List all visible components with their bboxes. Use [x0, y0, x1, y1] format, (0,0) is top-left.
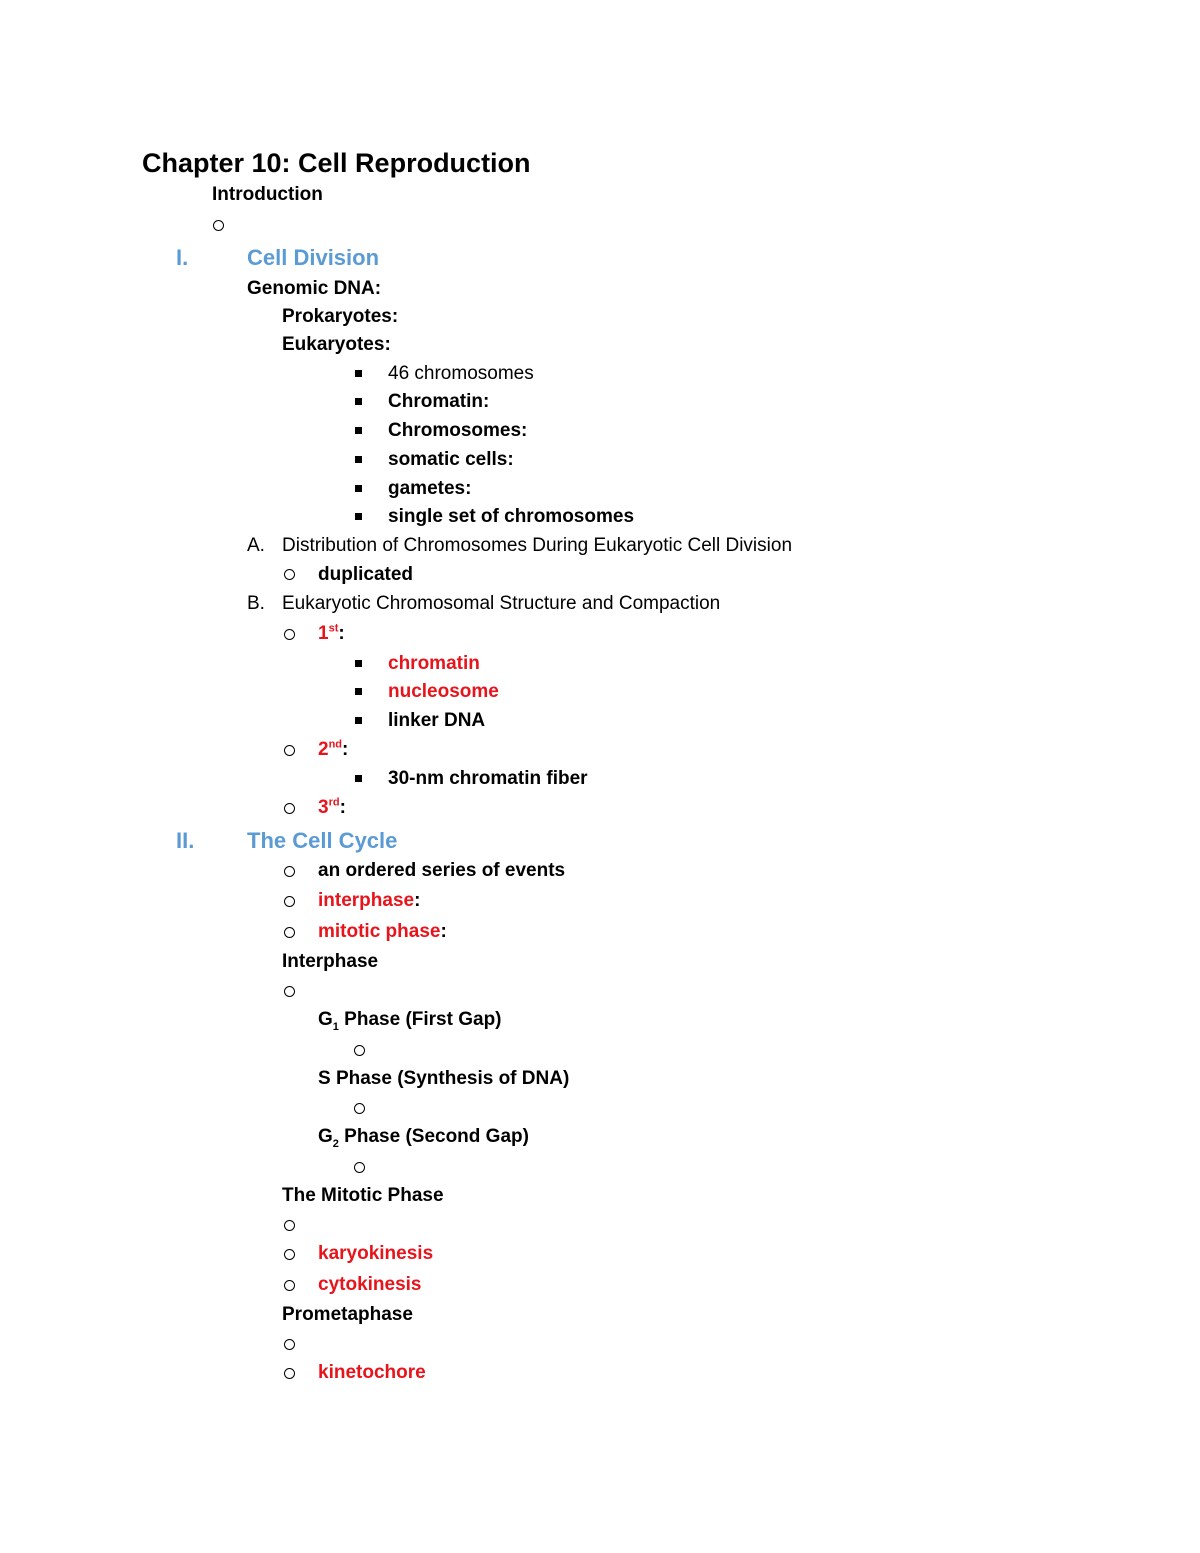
third-suffix: rd: [328, 796, 340, 809]
square-bullet-icon: [355, 717, 362, 724]
circle-bullet-icon: [354, 1162, 365, 1173]
third-colon: :: [339, 797, 346, 818]
page-title: Chapter 10: Cell Reproduction: [142, 148, 531, 178]
circle-bullet-icon: [284, 569, 295, 580]
g2-phase-heading: [318, 1125, 529, 1149]
square-bullet-icon: [355, 660, 362, 667]
subsection-a-letter: A.: [247, 535, 265, 556]
list-item: somatic cells:: [388, 449, 514, 470]
circle-bullet-icon: [284, 745, 295, 756]
circle-bullet-icon: [284, 629, 295, 640]
second-number: 2: [318, 739, 329, 760]
circle-bullet-icon: [284, 1368, 295, 1379]
mitotic-phase-term: mitotic phase: [318, 921, 441, 942]
circle-bullet-icon: [354, 1103, 365, 1114]
square-bullet-icon: [355, 370, 362, 377]
list-item: chromatin: [388, 653, 480, 674]
list-item: gametes:: [388, 478, 472, 499]
circle-bullet-icon: [284, 866, 295, 877]
circle-bullet-icon: [284, 986, 295, 997]
interphase-colon: :: [414, 890, 421, 911]
first-colon: :: [338, 623, 345, 644]
g2-rest: Phase (Second Gap): [338, 1126, 529, 1147]
circle-bullet-icon: [213, 220, 224, 231]
circle-bullet-icon: [284, 927, 295, 938]
interphase-item: [318, 889, 420, 913]
g1-phase-heading: [318, 1008, 502, 1032]
subsection-b-letter: B.: [247, 593, 265, 614]
section-1-numeral: I.: [176, 245, 189, 270]
second-colon: :: [342, 739, 349, 760]
g1-subscript: 1: [332, 1020, 339, 1033]
first-number: 1: [318, 623, 329, 644]
list-item: 46 chromosomes: [388, 363, 534, 384]
mitotic-colon: :: [440, 921, 447, 942]
mitotic-phase-heading: The Mitotic Phase: [282, 1185, 444, 1206]
square-bullet-icon: [355, 456, 362, 463]
circle-bullet-icon: [354, 1045, 365, 1056]
list-item: 30-nm chromatin fiber: [388, 768, 588, 789]
section-2-numeral: II.: [176, 828, 195, 853]
square-bullet-icon: [355, 688, 362, 695]
list-item: single set of chromosomes: [388, 506, 635, 527]
g1-letter: G: [318, 1009, 333, 1030]
circle-bullet-icon: [284, 1280, 295, 1291]
subsection-a-title: Distribution of Chromosomes During Eukaryotic Cell Division: [282, 535, 793, 556]
circle-bullet-icon: [284, 1339, 295, 1350]
square-bullet-icon: [355, 427, 362, 434]
subsection-b-title: Eukaryotic Chromosomal Structure and Compaction: [282, 593, 721, 614]
section-2-heading: The Cell Cycle: [247, 828, 398, 853]
prometaphase-heading: Prometaphase: [282, 1304, 413, 1325]
square-bullet-icon: [355, 513, 362, 520]
list-item: karyokinesis: [318, 1243, 434, 1264]
list-item: duplicated: [318, 564, 414, 585]
list-item: Chromatin:: [388, 391, 490, 412]
s-phase-heading: S Phase (Synthesis of DNA): [318, 1068, 570, 1089]
square-bullet-icon: [355, 398, 362, 405]
mitotic-phase-item: [318, 920, 447, 944]
g2-subscript: 2: [332, 1137, 339, 1150]
list-item: kinetochore: [318, 1362, 426, 1383]
genomic-dna-label: Genomic DNA:: [247, 278, 382, 299]
interphase-heading: Interphase: [282, 951, 379, 972]
third-level-label: [318, 796, 346, 820]
third-number: 3: [318, 797, 329, 818]
second-suffix: nd: [328, 738, 343, 751]
list-item: Chromosomes:: [388, 420, 528, 441]
list-item: cytokinesis: [318, 1274, 422, 1295]
g2-letter: G: [318, 1126, 333, 1147]
g1-rest: Phase (First Gap): [338, 1009, 502, 1030]
second-level-label: [318, 738, 348, 762]
list-item: nucleosome: [388, 681, 499, 702]
square-bullet-icon: [355, 775, 362, 782]
intro-heading: Introduction: [212, 184, 323, 205]
section-1-heading: Cell Division: [247, 245, 380, 270]
square-bullet-icon: [355, 485, 362, 492]
prokaryotes-label: Prokaryotes:: [282, 306, 399, 327]
circle-bullet-icon: [284, 1220, 295, 1231]
list-item: an ordered series of events: [318, 860, 566, 881]
circle-bullet-icon: [284, 1249, 295, 1260]
circle-bullet-icon: [284, 803, 295, 814]
circle-bullet-icon: [284, 896, 295, 907]
first-suffix: st: [328, 622, 339, 635]
interphase-term: interphase: [318, 890, 415, 911]
eukaryotes-label: Eukaryotes:: [282, 334, 391, 355]
first-level-label: [318, 622, 345, 646]
list-item: linker DNA: [388, 710, 486, 731]
